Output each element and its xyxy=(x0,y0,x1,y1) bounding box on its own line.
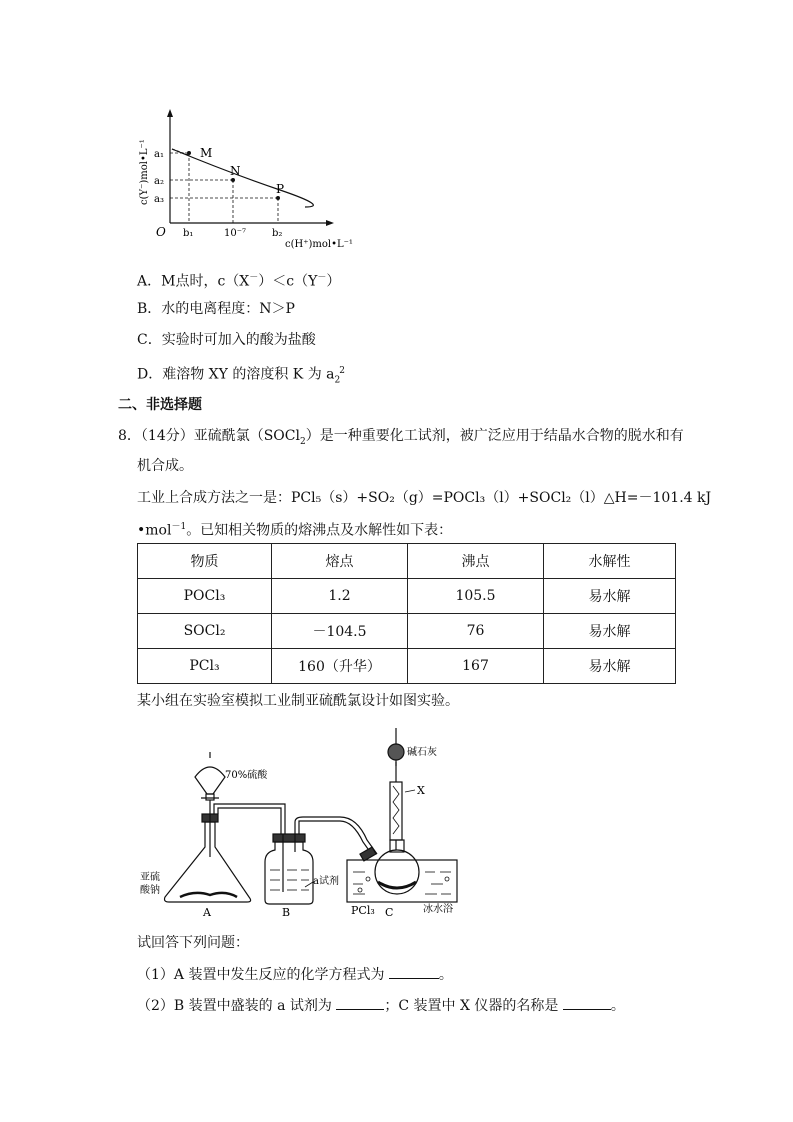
questions-intro: 试回答下列问题： xyxy=(137,935,249,951)
label-x: X xyxy=(417,784,425,797)
q8-line1: 8．（14分）亚硫酰氯（SOCl$_2$）是一种重要化工试剂，被广泛应用于结晶水合物的脱水和有 xyxy=(118,428,684,447)
ice-water xyxy=(353,872,451,894)
y-axis-arrow xyxy=(167,109,173,117)
ice-bath xyxy=(347,860,457,902)
y-axis-label: c(Y⁻)mol•L⁻¹ xyxy=(139,139,150,205)
q8-line4: •mol$^{-1}$。已知相关物质的熔沸点及水解性如下表： xyxy=(137,522,453,539)
reagent-a-liquid xyxy=(270,870,309,890)
bottle-b-stopper xyxy=(273,834,305,842)
q8-line2: 机合成。 xyxy=(137,458,193,474)
label-c: C xyxy=(385,906,394,919)
x-tick-1e-7: 10⁻⁷ xyxy=(224,228,247,239)
label-b: B xyxy=(282,906,291,919)
table-cell: 76 xyxy=(408,614,544,649)
table-row xyxy=(138,579,676,614)
table-header: 水解性 xyxy=(544,544,676,579)
pcl3-liquid xyxy=(378,882,416,888)
table-header: 熔点 xyxy=(272,544,408,579)
label-salt-2: 酸钠 xyxy=(140,885,160,896)
table-cell: 易水解 xyxy=(544,579,676,614)
option-a: A．M点时，c（X－）＜c（Y－） xyxy=(137,273,341,290)
point-label-m: M xyxy=(200,146,213,160)
table-header: 物质 xyxy=(138,544,272,579)
answer-blank-1[interactable] xyxy=(389,964,439,979)
point-label-n: N xyxy=(230,164,241,178)
condenser-x xyxy=(390,782,402,840)
solubility-graph xyxy=(120,105,370,260)
table-cell: －104.5 xyxy=(272,614,408,649)
table-cell: 易水解 xyxy=(544,614,676,649)
question-2: （2）B 装置中盛装的 a 试剂为 ；C 装置中 X 仪器的名称是 。 xyxy=(137,995,625,1016)
label-reagent: a试剂 xyxy=(313,876,339,887)
point-m xyxy=(187,151,191,155)
apparatus-diagram xyxy=(135,722,475,922)
separatory-funnel xyxy=(195,767,225,794)
label-soda-lime: 碱石灰 xyxy=(407,747,437,758)
label-pcl3: PCl₃ xyxy=(351,904,375,917)
label-acid: 70%硫酸 xyxy=(225,770,268,781)
section-title: 二、非选择题 xyxy=(118,397,202,413)
table-cell: 167 xyxy=(408,649,544,684)
table-cell: POCl₃ xyxy=(138,579,272,614)
table-cell: 1.2 xyxy=(272,579,408,614)
table-cell: 105.5 xyxy=(408,579,544,614)
flask-a xyxy=(165,822,251,902)
bottle-b xyxy=(265,842,313,904)
option-c: C．实验时可加入的酸为盐酸 xyxy=(137,332,316,348)
y-tick-a2: a₂ xyxy=(154,176,164,187)
question-1: （1）A 装置中发生反应的化学方程式为 。 xyxy=(137,964,453,985)
q8-equation: 工业上合成方法之一是：PCl₅（s）+SO₂（g）=POCl₃（l）+SOCl₂（l）△H=－101.4 kJ xyxy=(137,490,712,506)
flask-c-side-stopper xyxy=(360,847,376,861)
properties-table xyxy=(137,543,676,684)
x-axis-label: c(H⁺)mol•L⁻¹ xyxy=(285,239,353,250)
label-a: A xyxy=(203,906,211,919)
x-axis-arrow xyxy=(326,220,334,226)
table-row xyxy=(138,614,676,649)
table-cell: SOCl₂ xyxy=(138,614,272,649)
table-cell: 160（升华） xyxy=(272,649,408,684)
drying-tube xyxy=(388,744,404,760)
label-ice-bath: 冰水浴 xyxy=(423,904,453,915)
table-cell: PCl₃ xyxy=(138,649,272,684)
option-b: B．水的电离程度：N＞P xyxy=(137,301,295,317)
table-header: 沸点 xyxy=(408,544,544,579)
y-tick-a1: a₁ xyxy=(154,149,164,160)
point-p xyxy=(276,196,280,200)
q8-after-table: 某小组在实验室模拟工业制亚硫酰氯设计如图实验。 xyxy=(137,693,459,709)
answer-blank-2[interactable] xyxy=(336,995,384,1010)
table-row xyxy=(138,649,676,684)
point-label-p: P xyxy=(276,182,285,196)
tube-b-c xyxy=(295,817,377,854)
table-cell: 易水解 xyxy=(544,649,676,684)
y-tick-a3: a₃ xyxy=(154,194,164,205)
origin-label: O xyxy=(156,225,166,239)
sodium-sulfite-solid xyxy=(180,893,237,897)
table-header-row xyxy=(138,544,676,579)
x-tick-b2: b₂ xyxy=(272,228,283,239)
x-tick-b1: b₁ xyxy=(183,228,194,239)
option-d: D．难溶物 XY 的溶度积 K 为 $a_2^2$ xyxy=(137,366,345,386)
point-n xyxy=(231,178,235,182)
answer-blank-3[interactable] xyxy=(563,995,611,1010)
label-salt-1: 亚硫 xyxy=(140,872,160,883)
